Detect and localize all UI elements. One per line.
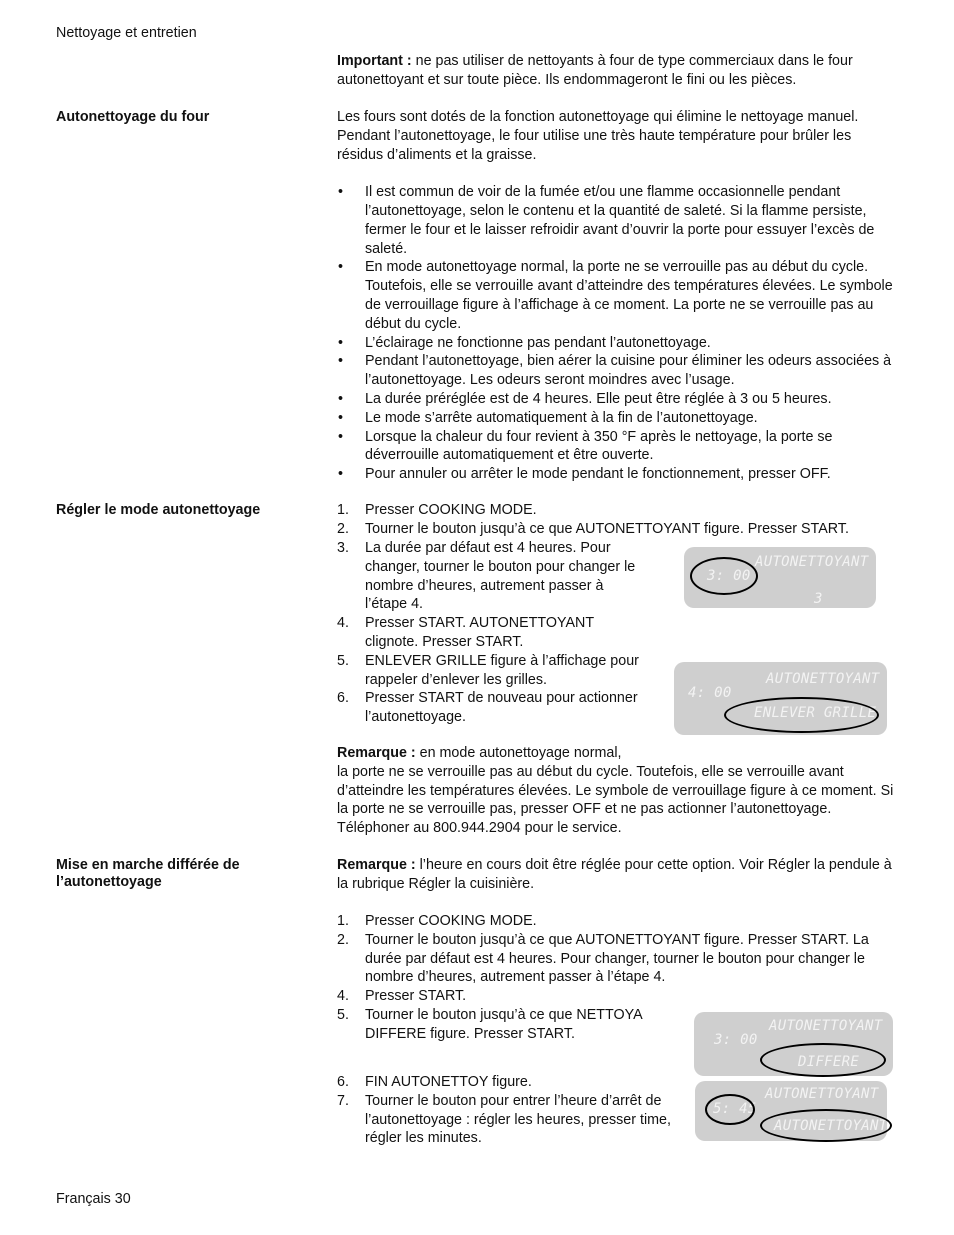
step-item: 2. Tourner le bouton jusqu’à ce que AUTONETTOYANT figure. Presser START. La durée par défaut est 4 heures. Pour changer, tourner le bouton pour changer le nombre d’heures, autrement passer à l’étape 4. — [337, 931, 869, 986]
display-mode-text: AUTONETTOYANT — [755, 554, 869, 570]
step-item: 4. Presser START. AUTONETTOYANT clignote. Presser START. — [337, 615, 594, 650]
display-time-text: 5: 45 — [713, 1101, 757, 1117]
page-header: Nettoyage et entretien — [56, 25, 197, 41]
important-label: Important : — [337, 53, 412, 69]
set-self-clean-steps-top — [337, 501, 899, 539]
bullet-item: • Pendant l’autonettoyage, bien aérer la cuisine pour éliminer les odeurs associées à l’autonettoyage. Les odeurs seront moindres avec l’usage. — [337, 352, 899, 390]
highlight-ring — [724, 697, 879, 733]
display-time-text: 4: 00 — [688, 685, 732, 701]
highlight-ring — [705, 1094, 755, 1125]
step-item: 6. Presser START de nouveau pour actionner l’autonettoyage. — [337, 690, 638, 726]
highlight-ring — [690, 557, 758, 595]
bullet-item: • La durée préréglée est de 4 heures. Elle peut être réglée à 3 ou 5 heures. — [337, 390, 899, 409]
important-note — [337, 52, 899, 90]
step-item: 4. Presser START. — [337, 988, 467, 1005]
step-item: 7. Tourner le bouton pour entrer l’heure d’arrêt de l’autonettoyage : régler les heures, presser time, régler les minutes. — [337, 1092, 671, 1147]
bullet-item: • En mode autonettoyage normal, la porte ne se verrouille pas au début du cycle. Toutefois, elle se verrouille avant d’atteindre des températures élevées. Le symbole de verrouillage figure à l’affichage à ce moment. La porte ne se verrouille pas au début du cycle. — [337, 258, 899, 333]
step-item: 5. Tourner le bouton jusqu’à ce que NETTOYA DIFFERE figure. Presser START. — [337, 1006, 642, 1042]
section-heading-set-self-clean: Régler le mode autonettoyage — [56, 502, 261, 518]
set-self-clean-steps-narrow — [337, 539, 649, 727]
bullet-item: • Lorsque la chaleur du four revient à 350 °F après le nettoyage, la porte se déverrouille automatiquement et être ouverte. — [337, 428, 899, 466]
note-text: la porte ne se verrouille pas au début du cycle. Toutefois, elle se verrouille avant d’atteindre les températures élevées. Le symbole de verrouillage figure à ce moment. Si la porte ne se verrouille pas, presser OFF et ne pas actionner l’autonettoyage. Téléphoner au 800.944.2904 pour le service. — [337, 763, 894, 837]
bullet-item: • Le mode s’arrête automatiquement à la fin de l’autonettoyage. — [337, 409, 899, 428]
highlight-ring — [760, 1043, 886, 1077]
self-clean-description: Les fours sont dotés de la fonction autonettoyage qui élimine le nettoyage manuel. Pendant l’autonettoyage, le four utilise une très haute température pour brûler les résidus d’aliments et la graisse. — [337, 109, 859, 163]
section-heading-self-clean: Autonettoyage du four — [56, 109, 210, 125]
display-time-text: 3: 00 — [714, 1032, 758, 1048]
section-self-clean-body — [337, 108, 899, 484]
display-mode-text: AUTONETTOYANT — [765, 1086, 879, 1102]
display-message-text: DIFFERE — [798, 1054, 860, 1070]
step-item: 2. Tourner le bouton jusqu’à ce que AUTONETTOYANT figure. Presser START. — [337, 520, 849, 537]
bullet-item: • Il est commun de voir de la fumée et/ou une flamme occasionnelle pendant l’autonettoyage, selon le contenu et la quantité de saleté. Si la flamme persiste, fermer le four et le laisser refroidir avant d’ouvrir la porte pour essuyer l’excès de saleté. — [337, 183, 899, 258]
page-footer: Français 30 — [56, 1191, 131, 1207]
display-mode-text: AUTONETTOYANT — [766, 671, 880, 687]
step-item: 1. Presser COOKING MODE. — [337, 502, 537, 518]
step-item: 3. La durée par défaut est 4 heures. Pour changer, tourner le bouton pour changer le nombre d’heures, autrement passer à l’étape 4. — [337, 540, 636, 613]
display-time-text: 3: 00 — [707, 568, 751, 584]
set-self-clean-note: Remarque : en mode autonettoyage normal, la porte ne se verrouille pas au début du cycle. Toutefois, elle se verrouille avant d’atteindre les températures élevées. Le symbole de verrouillage figure à ce moment. Si la porte ne se verrouille pas, presser OFF et ne pas actionner l’autonettoyage. Téléphoner au 800.944.2904 pour le service. — [337, 744, 899, 838]
note-label: Remarque : — [337, 857, 416, 873]
bullet-item: • L’éclairage ne fonctionne pas pendant l’autonettoyage. — [337, 334, 899, 353]
self-clean-bullets — [337, 183, 899, 484]
highlight-ring — [760, 1109, 892, 1142]
step-item: 5. ENLEVER GRILLE figure à l’affichage pour rappeler d’enlever les grilles. — [337, 652, 639, 688]
delayed-start-steps-b — [337, 1073, 682, 1148]
display-mode-text: AUTONETTOYANT — [769, 1018, 883, 1034]
important-text: ne pas utiliser de nettoyants à four de type commerciaux dans le four autonettoyant et sur toute pièce. Ils endommageront le fini ou les pièces. — [337, 53, 853, 88]
delayed-start-note: Remarque : l’heure en cours doit être réglée pour cette option. Voir Régler la pendule à la rubrique Régler la cuisinière. — [337, 857, 892, 892]
display-value-text: 3 — [814, 591, 823, 607]
section-heading-delayed-start: Mise en marche différée de l’autonettoyage — [56, 857, 240, 890]
note-label: Remarque : — [337, 745, 416, 761]
step-item: 6. FIN AUTONETTOY figure. — [337, 1074, 532, 1090]
bullet-item: • Pour annuler ou arrêter le mode pendant le fonctionnement, presser OFF. — [337, 465, 899, 484]
display-message-text: AUTONETTOYANT — [774, 1118, 888, 1134]
step-item: 1. Presser COOKING MODE. — [337, 913, 537, 929]
display-message-text: ENLEVER GRILLE — [754, 705, 877, 721]
